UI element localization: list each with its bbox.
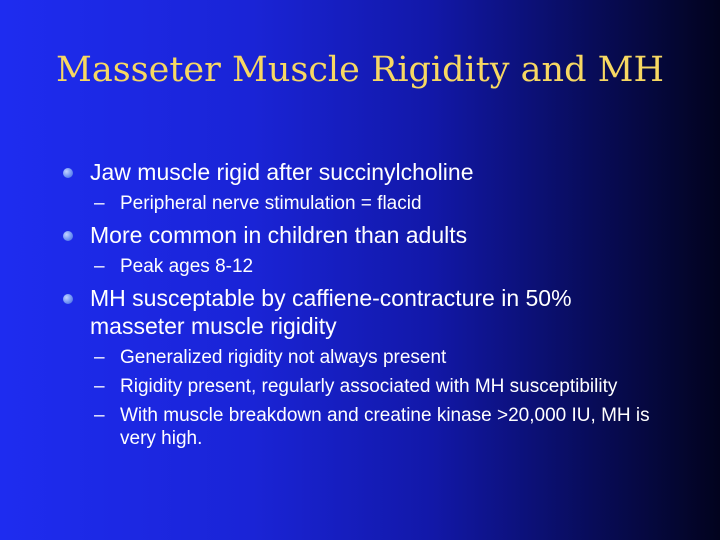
sub-bullet-text: Rigidity present, regularly associated with MH susceptibility <box>120 376 618 397</box>
sub-bullet-item <box>62 346 662 369</box>
bullet-dot-icon <box>63 294 73 304</box>
sub-bullet-text: Peripheral nerve stimulation = flacid <box>120 193 422 214</box>
dash-icon: – <box>94 256 105 277</box>
bullet-dot-icon <box>63 168 73 178</box>
sub-bullet-item <box>62 375 662 398</box>
bullet-text: More common in children than adults <box>90 222 468 248</box>
bullet-item <box>62 221 662 249</box>
sub-bullet-item <box>62 404 662 450</box>
bullet-text: MH susceptable by caffiene-contracture in 50% masseter muscle rigidity <box>90 285 572 339</box>
sub-bullet-text: Generalized rigidity not always present <box>120 347 447 368</box>
dash-icon: – <box>94 376 105 397</box>
bullet-item <box>62 158 662 186</box>
bullet-dot-icon <box>63 231 73 241</box>
dash-icon: – <box>94 405 105 426</box>
sub-bullet-item <box>62 192 662 215</box>
slide-title: Masseter Muscle Rigidity and MH <box>56 50 664 90</box>
bullet-item <box>62 284 662 340</box>
sub-bullet-item <box>62 255 662 278</box>
sub-bullet-text: With muscle breakdown and creatine kinase >20,000 IU, MH is very high. <box>120 405 650 449</box>
bullet-text: Jaw muscle rigid after succinylcholine <box>90 159 474 185</box>
slide-content <box>62 158 662 450</box>
dash-icon: – <box>94 193 105 214</box>
dash-icon: – <box>94 347 105 368</box>
sub-bullet-text: Peak ages 8-12 <box>120 256 254 277</box>
